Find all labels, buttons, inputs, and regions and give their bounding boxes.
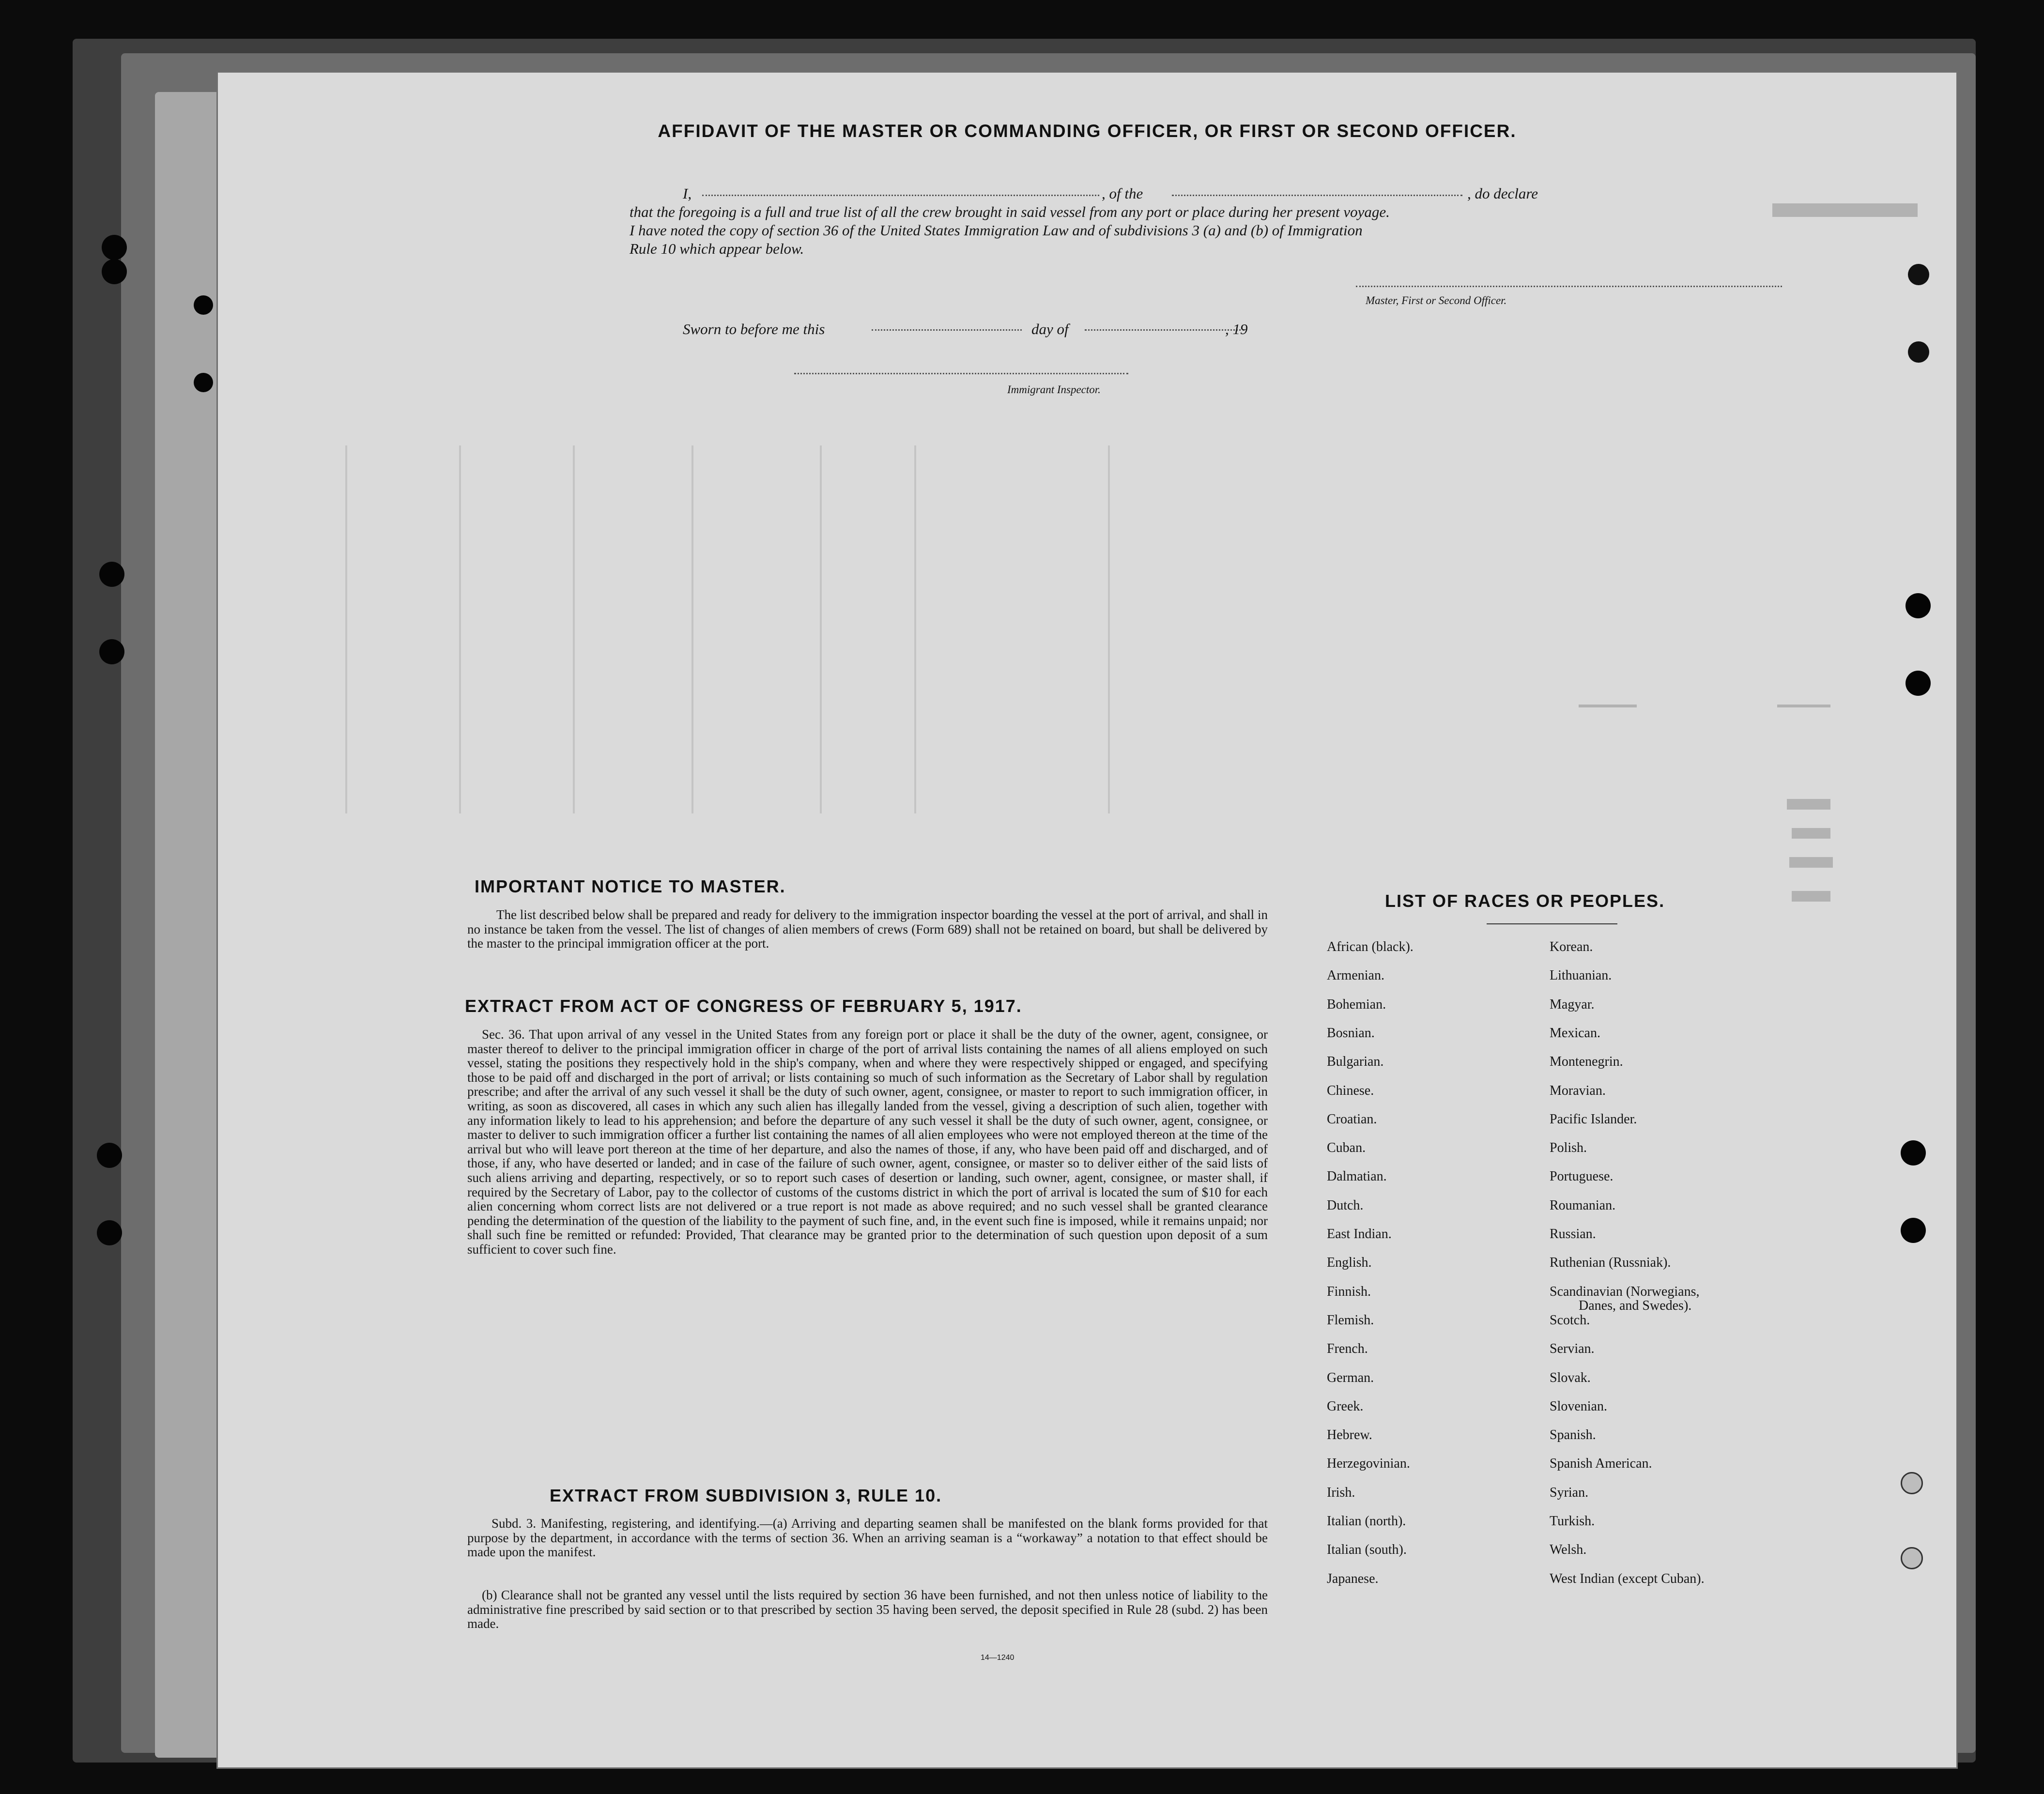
punch-hole (102, 259, 127, 284)
race-entry: Cuban. (1327, 1140, 1366, 1156)
race-entry: Italian (north). (1327, 1514, 1406, 1529)
race-entry: Greek. (1327, 1398, 1364, 1414)
punch-hole (1901, 1547, 1923, 1569)
race-entry: Lithuanian. (1550, 968, 1612, 983)
race-entry: German. (1327, 1370, 1374, 1385)
punch-hole (194, 295, 213, 315)
race-entry: Servian. (1550, 1341, 1595, 1357)
race-entry: Pacific Islander. (1550, 1111, 1637, 1127)
race-entry: African (black). (1327, 939, 1414, 954)
race-entry: Welsh. (1550, 1542, 1587, 1558)
sworn-prefix: Sworn to before me this (683, 321, 825, 337)
race-entry: Japanese. (1327, 1571, 1379, 1586)
title-underline (1487, 923, 1617, 924)
sworn-month-blank (1085, 329, 1245, 331)
race-entry: West Indian (except Cuban). (1550, 1571, 1705, 1586)
affidavit-title: AFFIDAVIT OF THE MASTER OR COMMANDING OFFICER, OR FIRST OR SECOND OFFICER. (658, 121, 1517, 141)
race-entry: Danes, and Swedes). (1579, 1298, 1692, 1314)
declarant-name-blank (702, 195, 1099, 196)
punch-hole (1908, 341, 1929, 363)
affidavit-statement: that the foregoing is a full and true list of all the crew brought in said vessel from any port or place during her present voyage. (630, 203, 1390, 220)
punch-hole (1906, 593, 1931, 618)
race-entry: Spanish. (1550, 1427, 1596, 1443)
races-list-title: LIST OF RACES OR PEOPLES. (1385, 891, 1665, 911)
punch-hole (97, 1143, 122, 1168)
race-entry: English. (1327, 1255, 1372, 1271)
affidavit-statement-2: I have noted the copy of section 36 of the United States Immigration Law and of subdivisions 3 (a) and (b) of Immigration (630, 222, 1363, 239)
declaration-suffix: , do declare (1467, 185, 1538, 202)
punch-hole (1901, 1472, 1923, 1494)
signature-line (1356, 286, 1782, 287)
race-entry: Finnish. (1327, 1284, 1371, 1299)
race-entry: East Indian. (1327, 1227, 1392, 1242)
race-entry: Slovenian. (1550, 1398, 1607, 1414)
race-entry: Syrian. (1550, 1485, 1589, 1500)
rule-10-subd-a: Subd. 3. Manifesting, registering, and identifying.—(a) Arriving and departing seamen shall be manifested on the blank forms provided for that purpose by the department, in accordance with the terms of section 36. When an arriving seaman is a “workaway” a notation to that effect should be made upon the manifest. (467, 1516, 1268, 1560)
race-entry: Herzegovinian. (1327, 1456, 1410, 1472)
race-entry: Dutch. (1327, 1197, 1364, 1213)
race-entry: Hebrew. (1327, 1427, 1372, 1443)
punch-hole (99, 562, 124, 587)
race-entry: Ruthenian (Russniak). (1550, 1255, 1671, 1271)
punch-hole (194, 373, 213, 392)
vessel-prefix: , of the (1102, 185, 1143, 202)
inspector-signature-line (794, 373, 1128, 374)
race-entry: Portuguese. (1550, 1169, 1614, 1184)
race-entry: Bosnian. (1327, 1025, 1375, 1041)
race-entry: Bulgarian. (1327, 1054, 1384, 1070)
sworn-day-blank (872, 329, 1022, 331)
race-entry: Turkish. (1550, 1514, 1595, 1529)
declarant-prefix: I, (683, 185, 692, 202)
race-entry: Magyar. (1550, 997, 1595, 1012)
punch-hole (97, 1220, 122, 1245)
race-entry: Russian. (1550, 1227, 1596, 1242)
signer-label: Master, First or Second Officer. (1366, 294, 1507, 307)
sworn-year: , 19 (1225, 321, 1248, 337)
section-36-text: Sec. 36. That upon arrival of any vessel in the United States from any foreign port or place it shall be the duty of the owner, agent, consignee, or master thereof to deliver to the principal immigration officer in charge of the port of arrival lists containing the names of all aliens employed on such vessel, stating the positions they respectively hold in the ship's company, when and where they were respectively shipped or engaged, and specifying those to be paid off and discharged in the port of arrival; or lists containing so much of such information as the Secretary of Labor shall by regulation prescribe; and after the arrival of any such vessel it shall be the duty of such owner, agent, consignee, or master to report to such immigration officer, in writing, as soon as discovered, all cases in which any such alien has illegally landed from the vessel, giving a description of such alien, together with any information likely to lead to his apprehension; and before the departure of any such vessel it shall be the duty of such owner, agent, consignee, or master to deliver to such immigration officer a further list containing the names of all alien employees who were not employed thereon at the time of the arrival but who will leave port thereon at the time of her departure, and also the names of those, if any, who have been paid off and discharged, and of those, if any, who have deserted or landed; and in case of the failure of such owner, agent, consignee, or master so to deliver either of the said lists of such aliens arriving and departing, respectively, or so to report such cases of desertion or landing, such owner, agent, consignee, or master shall, if required by the Secretary of Labor, pay to the collector of customs of the customs district in which the port of arrival is located the sum of $10 for each alien concerning whom correct lists are not delivered or a true report is not made as above required; and no such vessel shall be granted clearance pending the determination of the question of the liability to the payment of such fine, and, in the event such fine is imposed, while it remains unpaid; nor shall such fine be remitted or refunded: Provided, That clearance may be granted prior to the determination of such question upon deposit of a sum sufficient to cover such fine. (467, 1027, 1268, 1257)
act-extract-title: EXTRACT FROM ACT OF CONGRESS OF FEBRUARY 5, 1917. (465, 996, 1022, 1016)
sworn-day-of: day of (1031, 321, 1069, 337)
race-entry: Irish. (1327, 1485, 1355, 1500)
race-entry: Slovak. (1550, 1370, 1591, 1385)
race-entry: Croatian. (1327, 1111, 1377, 1127)
race-entry: Mexican. (1550, 1025, 1600, 1041)
rule-10-subd-b: (b) Clearance shall not be granted any vessel until the lists required by section 36 have been furnished, and not then unless notice of liability to the administrative fine prescribed by said section or to that prescribed by section 35 having been served, the deposit specified in Rule 28 (subd. 2) has been made. (467, 1588, 1268, 1631)
race-entry: Scandinavian (Norwegians, (1550, 1284, 1700, 1299)
race-entry: Montenegrin. (1550, 1054, 1623, 1070)
punch-hole (1901, 1140, 1926, 1165)
race-entry: Dalmatian. (1327, 1169, 1387, 1184)
form-number: 14—1240 (981, 1654, 1014, 1662)
race-entry: Armenian. (1327, 968, 1384, 983)
punch-hole (102, 235, 127, 260)
race-entry: Bohemian. (1327, 997, 1386, 1012)
inspector-label: Immigrant Inspector. (1007, 383, 1101, 396)
race-entry: Italian (south). (1327, 1542, 1407, 1558)
race-entry: Polish. (1550, 1140, 1587, 1156)
notice-text: The list described below shall be prepared and ready for delivery to the immigration inspector boarding the vessel at the port of arrival, and shall in no instance be taken from the vessel. The list of changes of alien members of crews (Form 689) shall not be retained on board, but shall be delivered by the master to the principal immigration officer at the port. (467, 907, 1268, 951)
punch-hole (1908, 264, 1929, 285)
race-entry: Roumanian. (1550, 1197, 1616, 1213)
race-entry: Spanish American. (1550, 1456, 1652, 1472)
race-entry: Flemish. (1327, 1312, 1374, 1328)
race-entry: Scotch. (1550, 1312, 1590, 1328)
notice-title: IMPORTANT NOTICE TO MASTER. (475, 876, 786, 896)
vessel-name-blank (1172, 195, 1462, 196)
punch-hole (1906, 671, 1931, 696)
race-entry: Korean. (1550, 939, 1593, 954)
manifest-page (218, 73, 1956, 1767)
race-entry: Moravian. (1550, 1083, 1606, 1098)
punch-hole (1901, 1218, 1926, 1243)
rule-extract-title: EXTRACT FROM SUBDIVISION 3, RULE 10. (550, 1486, 942, 1505)
affidavit-statement-3: Rule 10 which appear below. (630, 240, 804, 257)
race-entry: Chinese. (1327, 1083, 1374, 1098)
punch-hole (99, 639, 124, 664)
race-entry: French. (1327, 1341, 1368, 1357)
